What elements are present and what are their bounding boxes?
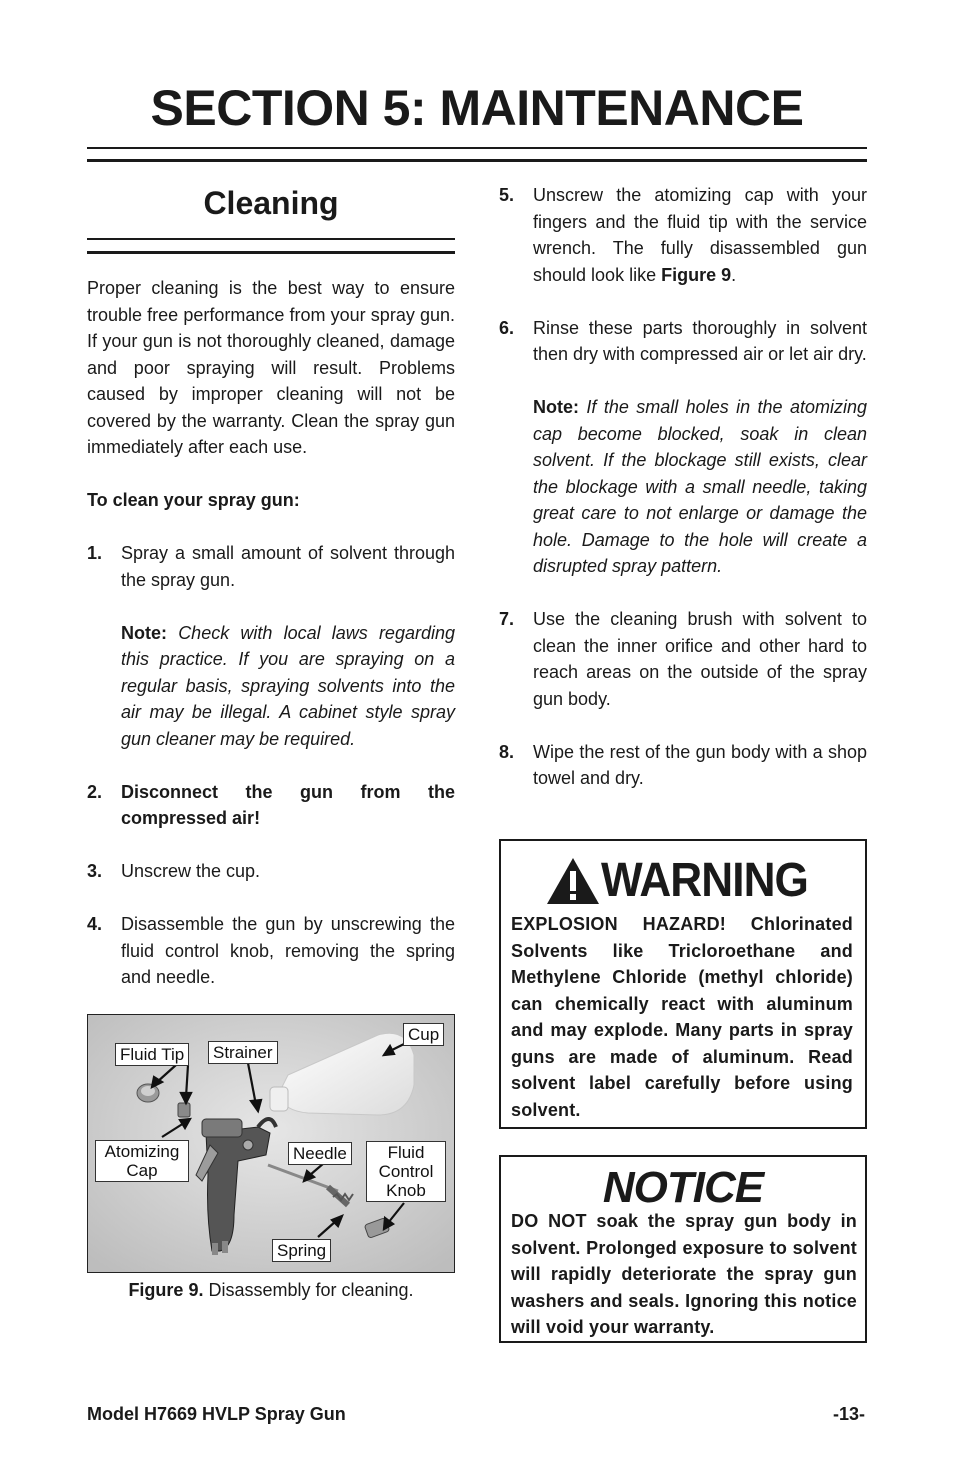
notice-title: NOTICE xyxy=(602,1163,764,1212)
step-text: Disassemble the gun by unscrewing the fluid control knob, removing the spring and needle. xyxy=(121,914,455,987)
intro-paragraph: Proper cleaning is the best way to ensure trouble free performance from your spray gun. If your gun is not thoroughly cleaned, damage and poor spraying will result. Problems caused by improper cleaning will not be covered by the warranty. Clean the spray gun immediately after each use. xyxy=(87,278,455,457)
footer-model: Model H7669 HVLP Spray Gun xyxy=(87,1404,346,1424)
step-2 xyxy=(87,779,455,832)
note-2 xyxy=(499,394,867,580)
warning-text: EXPLOSION HAZARD! Chlorinated Solvents like Tricloroethane and Methylene Chloride (methyl chloride) can chemically react with aluminum and may explode. Many parts in spray guns are made of aluminum. Read solvent label carefully before using solvent. xyxy=(511,914,853,1120)
note-1 xyxy=(87,620,455,753)
right-column xyxy=(499,182,867,792)
label-fluid-tip: Fluid Tip xyxy=(115,1043,189,1066)
step-number: 8. xyxy=(499,741,515,762)
figure-9-photo xyxy=(87,1014,455,1273)
step-text: Unscrew the cup. xyxy=(121,861,261,881)
note-text: If the small holes in the atomizing cap become blocked, soak in clean solvent. If the blockage still exists, clear the blockage with a small needle, taking great care to not enlarge or damage the hole. Damage to the hole will create a disrupted spray pattern. xyxy=(533,397,867,576)
step-5 xyxy=(499,182,867,288)
notice-text: DO NOT soak the spray gun body in solvent. Prolonged exposure to solvent will rapidly deteriorate the spray gun washers and seals. Ignoring this notice will void your warranty. xyxy=(511,1211,857,1337)
left-column xyxy=(87,180,455,226)
note-label: Note: xyxy=(121,622,167,643)
step-text: Wipe the rest of the gun body with a shop towel and dry. xyxy=(533,741,867,788)
step-8 xyxy=(499,739,867,792)
label-atomizing-cap: Atomizing Cap xyxy=(95,1140,189,1182)
label-spring: Spring xyxy=(272,1239,331,1262)
heading-rule-bottom xyxy=(87,251,455,254)
title-rule-thick xyxy=(87,147,867,149)
label-cup: Cup xyxy=(403,1023,444,1046)
warning-title: WARNING xyxy=(601,854,808,907)
page-title: SECTION 5: MAINTENANCE xyxy=(150,80,804,136)
fluid-tip-shape xyxy=(178,1103,190,1117)
step-number: 7. xyxy=(499,609,515,629)
step-4 xyxy=(87,911,455,991)
step-text: Use the cleaning brush with solvent to clean the inner orifice and other hard to reach areas on the outside of the spray gun body. xyxy=(533,609,867,709)
step-number: 3. xyxy=(87,861,103,881)
step-number: 1. xyxy=(87,543,103,563)
title-rule-thin xyxy=(87,159,867,162)
step-number: 5. xyxy=(499,185,515,205)
step-1 xyxy=(87,540,455,593)
label-fluid-control-knob: Fluid Control Knob xyxy=(366,1141,446,1202)
note-text: Check with local laws regarding this practice. If you are spraying on a regular basis, spraying solvents into the air may be illegal. A cabinet style spray gun cleaner may be required. xyxy=(121,622,455,749)
steps-heading: To clean your spray gun: xyxy=(87,490,300,510)
step-text: Spray a small amount of solvent through the spray gun. xyxy=(121,543,455,590)
figure-caption-label: Figure 9. xyxy=(128,1280,204,1300)
step-6 xyxy=(499,315,867,368)
figure-caption-text: Disassembly for cleaning. xyxy=(208,1280,414,1300)
figure-reference: Figure 9 xyxy=(661,264,732,285)
section-heading: Cleaning xyxy=(203,185,339,221)
figure-caption xyxy=(87,1280,455,1301)
warning-header xyxy=(545,855,826,907)
notice-box xyxy=(499,1155,867,1343)
note-label: Note: xyxy=(533,397,579,417)
step-text: Unscrew the atomizing cap with your fingers and the fluid tip with the service wrench. The fully disassembled gun should look like xyxy=(533,185,867,285)
warning-box xyxy=(499,839,867,1129)
step-text: Disconnect the gun from the compressed air! xyxy=(121,781,455,828)
step-3 xyxy=(87,858,455,885)
step-number: 2. xyxy=(87,781,103,802)
step-7 xyxy=(499,606,867,712)
step-text: Rinse these parts thoroughly in solvent then dry with compressed air or let air dry. xyxy=(533,317,867,364)
label-strainer: Strainer xyxy=(208,1041,278,1064)
step-number: 4. xyxy=(87,914,103,934)
step-text-end: . xyxy=(731,264,737,285)
step-number: 6. xyxy=(499,317,515,338)
warning-triangle-icon xyxy=(545,856,601,906)
footer-page-number: -13- xyxy=(832,1404,865,1424)
heading-rule-top xyxy=(87,238,455,240)
label-needle: Needle xyxy=(288,1142,352,1165)
atomizing-cap-shape xyxy=(137,1084,159,1102)
left-text xyxy=(87,275,455,991)
